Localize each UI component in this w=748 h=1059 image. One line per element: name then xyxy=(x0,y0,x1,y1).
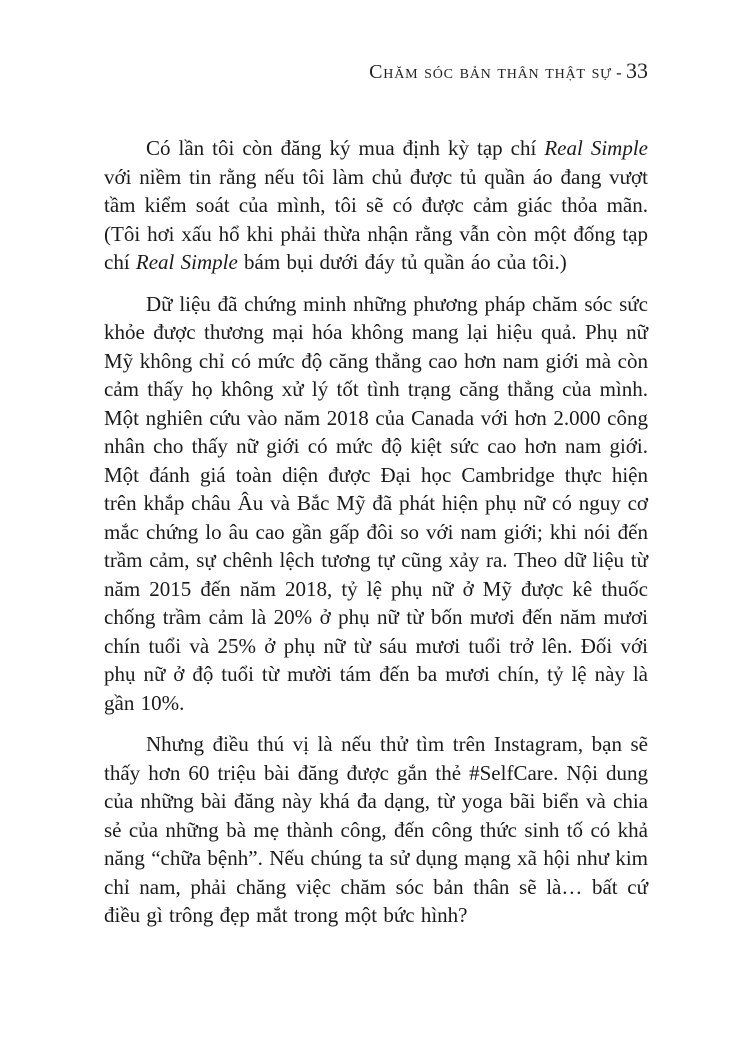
chapter-title: Chăm sóc bản thân thật sự xyxy=(369,61,612,83)
page-number: 33 xyxy=(626,58,648,83)
paragraph xyxy=(104,290,648,718)
running-head xyxy=(104,58,648,88)
body-text xyxy=(104,134,648,930)
text-run: Có lần tôi còn đăng ký mua định kỳ tạp chí xyxy=(146,136,545,160)
text-run: bám bụi dưới đáy tủ quần áo của tôi.) xyxy=(237,250,567,274)
header-separator: - xyxy=(611,63,626,82)
paragraph xyxy=(104,730,648,930)
text-run: với niềm tin rằng nếu tôi làm chủ được tủ quần áo đang vượt tầm kiểm soát của mình, tôi sẽ có được cảm giác thỏa mãn. (Tôi hơi xấu hổ khi phải thừa nhận rằng vẫn còn một đống tạp chí xyxy=(104,164,648,274)
italic-text-run: Real Simple xyxy=(544,136,649,160)
italic-text-run: Real Simple xyxy=(135,250,238,274)
text-run: Dữ liệu đã chứng minh những phương pháp chăm sóc sức khỏe được thương mại hóa không mang lại hiệu quả. Phụ nữ Mỹ không chỉ có mức độ căng thẳng cao hơn nam giới mà còn cảm thấy họ không xử lý tốt tình trạng căng thẳng của mình. Một nghiên cứu vào năm 2018 của Canada với hơn 2.000 công nhân cho thấy nữ giới có mức độ kiệt sức cao hơn nam giới. Một đánh giá toàn diện được Đại học Cambridge thực hiện trên khắp châu Âu và Bắc Mỹ đã phát hiện phụ nữ có nguy cơ mắc chứng lo âu cao gần gấp đôi so với nam giới; khi nói đến trầm cảm, sự chênh lệch tương tự cũng xảy ra. Theo dữ liệu từ năm 2015 đến năm 2018, tỷ lệ phụ nữ ở Mỹ được kê thuốc chống trầm cảm là 20% ở phụ nữ từ bốn mươi đến năm mươi chín tuổi và 25% ở phụ nữ từ sáu mươi tuổi trở lên. Đối với phụ nữ ở độ tuổi từ mười tám đến ba mươi chín, tỷ lệ này là gần 10%. xyxy=(104,291,648,715)
text-run: Nhưng điều thú vị là nếu thử tìm trên Instagram, bạn sẽ thấy hơn 60 triệu bài đăng được gắn thẻ #SelfCare. Nội dung của những bài đăng này khá đa dạng, từ yoga bãi biển và chia sẻ của những bà mẹ thành công, đến công thức sinh tố có khả năng “chữa bệnh”. Nếu chúng ta sử dụng mạng xã hội như kim chỉ nam, phải chăng việc chăm sóc bản thân sẽ là… bất cứ điều gì trông đẹp mắt trong một bức hình? xyxy=(104,732,648,927)
paragraph xyxy=(104,134,648,277)
